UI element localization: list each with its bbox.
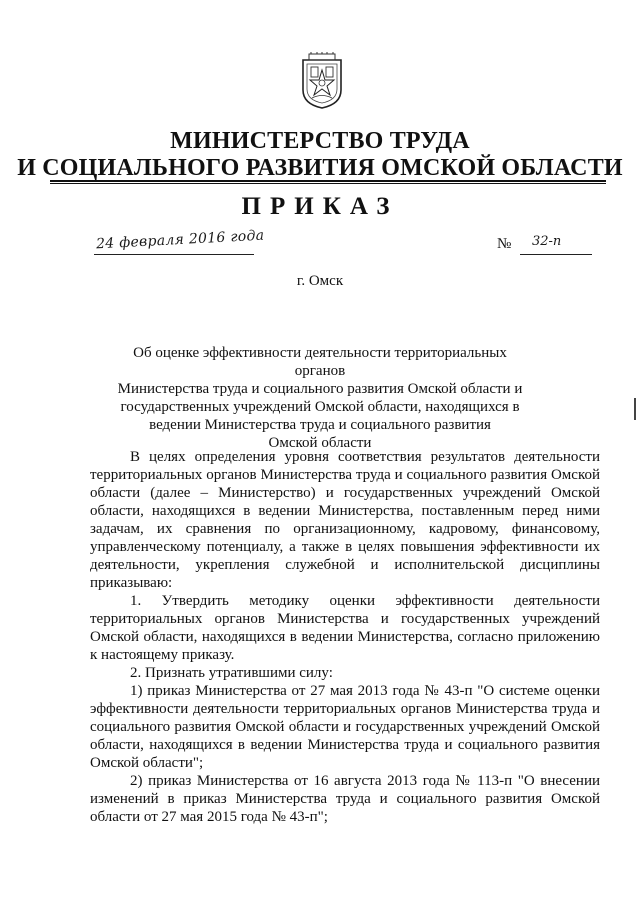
clause-2-paragraph: 2. Признать утратившими силу:	[130, 665, 333, 681]
subject-line: Омской области	[268, 435, 372, 451]
scan-edge-mark	[634, 398, 636, 420]
ministry-title-line1: МИНИСТЕРСТВО ТРУДА	[170, 128, 470, 154]
order-subject	[110, 344, 530, 452]
clause-2-item-2-paragraph: 2) приказ Министерства от 16 августа 2013 года № 113-п "О внесении изменений в приказ Министерства труда и социального развития Омской области от 27 мая 2015 года № 43-п";	[90, 773, 600, 825]
number-underline	[520, 254, 592, 255]
ministry-title-line2: И СОЦИАЛЬНОГО РАЗВИТИЯ ОМСКОЙ ОБЛАСТИ	[17, 155, 623, 181]
subject-line: Об оценке эффективности деятельности территориальных органов	[133, 345, 507, 379]
handwritten-number: 32-п	[532, 234, 562, 249]
clause-1-paragraph: 1. Утвердить методику оценки эффективности деятельности территориальных органов Министерства и государственных учреждений Омской области, находящихся в ведении Министерства, согласно приложению к настоящему приказу.	[90, 593, 600, 663]
subject-line: государственных учреждений Омской области, находящихся в	[120, 399, 520, 415]
coat-of-arms-icon	[300, 52, 344, 110]
clause-2-item-1-paragraph: 1) приказ Министерства от 27 мая 2013 года № 43-п "О системе оценки эффективности деятельности территориальных органов Министерства труда и социального развития Омской области и государственных учреждений Омской области, находящихся в ведении Министерства труда и социального развития Омской области";	[90, 683, 600, 771]
number-label: №	[497, 236, 512, 252]
preamble-paragraph: В целях определения уровня соответствия результатов деятельности территориальных органов Министерства труда и социального развития Омской области (далее – Министерство) и государственных учреждений Омской области, находящихся в ведении Министерства, поставленным перед ними задачам, их сравнения по организационному, кадровому, финансовому, управленческому потенциалу, а также в целях повышения эффективности их деятельности, укрепления служебной и исполнительской дисциплины приказываю:	[90, 449, 600, 591]
title-rule-thick	[50, 180, 606, 182]
date-underline	[94, 254, 254, 255]
order-body	[90, 448, 600, 826]
subject-line: Министерства труда и социального развития Омской области и	[117, 381, 523, 397]
title-rule-thin	[50, 183, 606, 184]
city: г. Омск	[296, 273, 344, 289]
handwritten-date: 24 февраля 2016 года	[95, 227, 265, 253]
ministry-title	[0, 128, 640, 182]
document-type: ПРИКАЗ	[241, 193, 399, 220]
subject-line: ведении Министерства труда и социального развития	[149, 417, 491, 433]
